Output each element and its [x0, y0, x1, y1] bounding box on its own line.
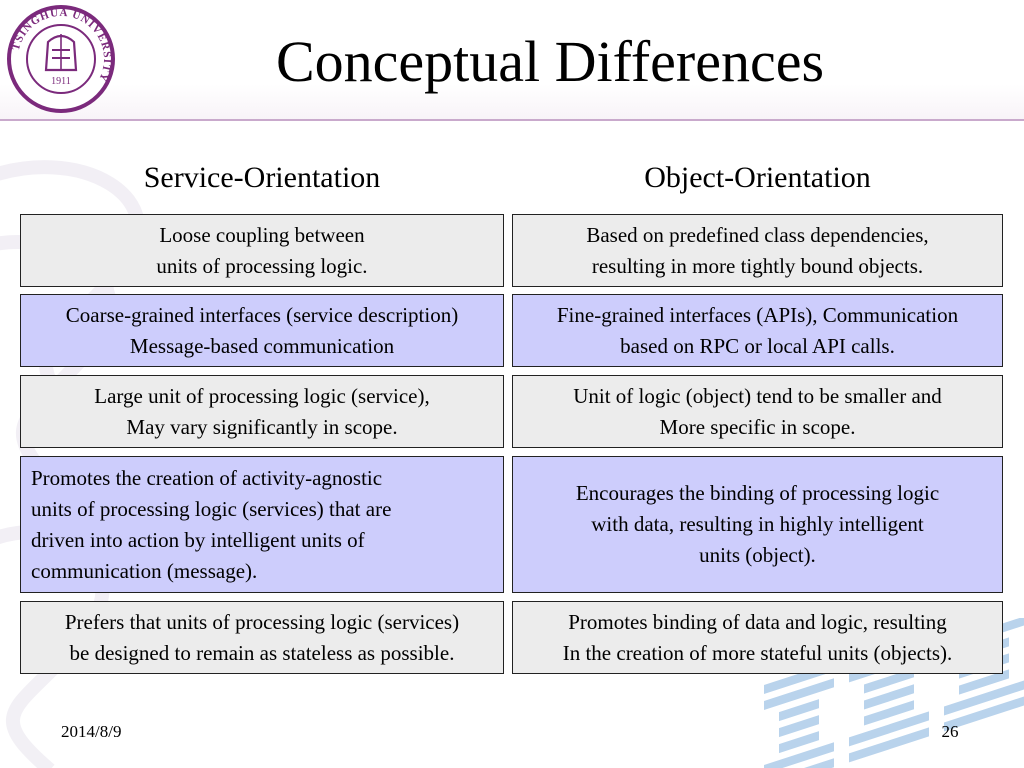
tsinghua-university-logo	[6, 4, 116, 114]
header-divider	[0, 119, 1024, 121]
oo-stateful-box: Promotes binding of data and logic, resulting In the creation of more stateful units (objects).	[512, 601, 1003, 674]
so-stateless-box: Prefers that units of processing logic (services) be designed to remain as stateless as possible.	[20, 601, 504, 674]
oo-smaller-unit-box: Unit of logic (object) tend to be smaller and More specific in scope.	[512, 375, 1003, 448]
page-number: 26	[941, 722, 959, 741]
column-header-service-orientation: Service-Orientation	[143, 161, 381, 194]
logo-year: 1911	[51, 76, 71, 87]
so-coarse-grained-box: Coarse-grained interfaces (service description) Message-based communication	[20, 294, 504, 367]
oo-fine-grained-box: Fine-grained interfaces (APIs), Communication based on RPC or local API calls.	[512, 294, 1003, 367]
so-activity-agnostic-box: Promotes the creation of activity-agnostic units of processing logic (services) that are driven into action by intelligent units of communication (message).	[20, 456, 504, 593]
so-loose-coupling-box: Loose coupling between units of processing logic.	[20, 214, 504, 287]
oo-class-dependencies-box: Based on predefined class dependencies, resulting in more tightly bound objects.	[512, 214, 1003, 287]
so-large-unit-box: Large unit of processing logic (service), May vary significantly in scope.	[20, 375, 504, 448]
footer-date: 2014/8/9	[61, 722, 122, 741]
oo-binding-logic-data-box: Encourages the binding of processing logic with data, resulting in highly intelligent units (object).	[512, 456, 1003, 593]
column-header-object-orientation: Object-Orientation	[644, 161, 871, 194]
logo-arc-text: TSINGHUA UNIVERSITY	[9, 6, 114, 84]
slide-title: Conceptual Differences	[275, 29, 825, 94]
